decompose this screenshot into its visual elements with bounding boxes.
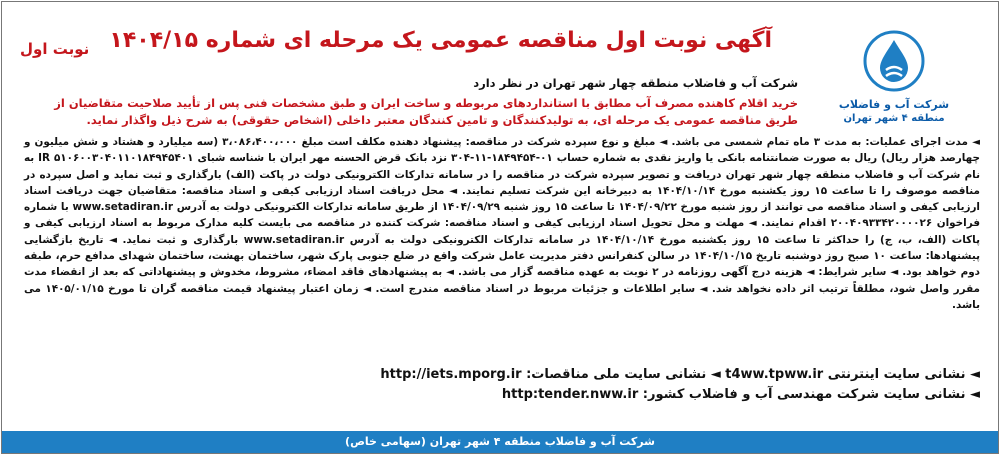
tender-conditions: ◄ مدت اجرای عملیات: به مدت ۳ ماه تمام شمسی می باشد. ◄ مبلغ و نوع سپرده شرکت در مناقصه: پیشنهاد دهنده مکلف است مبلغ ۳،۰۸۶،۴۰۰،۰۰۰ (سه میلیارد و هشتاد و شش میلیون و چهارصد هزار ریال) ریال به صورت ضمانتنامه بانکی یا واریز نقدی به شماره حساب ۰۱-۱۸۴۹۴۵۴-۱۱-۳۰۴ نزد بانک قرض الحسنه مهر ایران با شناسه شبای IR ۵۱۰۶۰۰۳۰۴۰۱۱۰۱۸۴۹۴۵۴۰۱ به نام شرکت آب و فاضلاب منطقه چهار شهر تهران دریافت و تصویر سپرده شرکت در مناقصه را در سامانه تدارکات الکترونیکی دولت در پاکت (الف) بارگذاری و ثبت نماید و اصل سپرده در مناقصه موصوف را تا ساعت ۱۵ روز یکشنبه مورخ ۱۴۰۴/۱۰/۱۴ به دبیرخانه این شرکت تسلیم نمایند. ◄ محل دریافت اسناد ارزیابی کیفی و اسناد مناقصه: متقاضیان جهت دریافت اسناد ارزیابی کیفی و اسناد مناقصه می توانند از روز شنبه مورخ ۱۴۰۴/۰۹/۲۲ تا ساعت ۱۵ روز شنبه ۱۴۰۴/۰۹/۲۹ از طریق سامانه تدارکات الکترونیکی دولت به آدرس www.setadiran.ir با شماره فراخوان ۲۰۰۴۰۹۳۳۴۲۰۰۰۰۲۶ اقدام نمایند. ◄ مهلت و محل تحویل اسناد ارزیابی کیفی و اسناد مناقصه: شرکت کننده در مناقصه می بایست کلیه مدارک مربوط به اسناد ارزیابی کیفی و پاکات (الف، ب، ج) را حداکثر تا ساعت ۱۵ روز یکشنبه مورخ ۱۴۰۴/۱۰/۱۴ در سامانه تدارکات الکترونیکی دولت به آدرس www.setadiran.ir بارگذاری و ثبت نماید. ◄ تاریخ بازگشایی پیشنهادها: ساعت ۱۰ صبح روز دوشنبه تاریخ ۱۴۰۴/۱۰/۱۵ در سالن کنفرانس دفتر مدیریت عامل شرکت واقع در ضلع جنوبی پارک شهر، ساختمان بهشت، ساختمان شهدای مدافع حرم، طبقه دوم خواهد بود. ◄ سایر شرایط: ◄ هزینه درج آگهی روزنامه در ۲ نوبت به عهده مناقصه گزار می باشد. ◄ به پیشنهادهای فاقد امضاء، مشروط، مخدوش و پیشنهاداتی که بعد از انقضاء مدت مقرر واصل شود، مطلقاً ترتیب اثر داده نخواهد شد. ◄ سایر اطلاعات و جزئیات مربوط در اسناد مناقصه مندرج است. ◄ زمان اعتبار پیشنهاد قیمت مناقصه گران تا مورخ ۱۴۰۵/۰۱/۱۵ می باشد. [24, 136, 981, 311]
water-drop-logo-icon [863, 30, 925, 92]
tender-advertisement [1, 1, 999, 454]
round-label: نوبت اول [20, 40, 90, 58]
company-logo [824, 30, 964, 124]
logo-name: شرکت آب و فاضلاب [838, 98, 950, 111]
tender-subject: خرید اقلام کاهنده مصرف آب مطابق با استانداردهای مربوطه و ساخت ایران و طبق مشخصات فنی پس از تأیید صلاحیت متقاضیان از طریق مناقصه عمومی یک مرحله ای، به تولیدکنندگان و تامین کنندگان معتبر داخلی (اشخاص حقوقی) به شرح ذیل واگذار نماید. [54, 96, 798, 127]
website-links [24, 365, 980, 405]
page-title: آگهی نوبت اول مناقصه عمومی یک مرحله ای شماره ۱۴۰۴/۱۵ [109, 28, 772, 53]
footer-company-banner: شرکت آب و فاضلاب منطقه ۴ شهر تهران (سهامی خاص) [2, 431, 998, 453]
links-line-2: ◄ نشانی سایت شرکت مهندسی آب و فاضلاب کشور: http:tender.nww.ir [501, 387, 980, 402]
company-intro: شرکت آب و فاضلاب منطقه چهار شهر تهران در نظر دارد [473, 76, 798, 90]
logo-subtitle: منطقه ۴ شهر تهران [843, 113, 945, 124]
links-line-1: ◄ نشانی سایت اینترنتی t4ww.tpww.ir ◄ نشانی سایت ملی مناقصات: http://iets.mporg.ir [380, 367, 980, 382]
